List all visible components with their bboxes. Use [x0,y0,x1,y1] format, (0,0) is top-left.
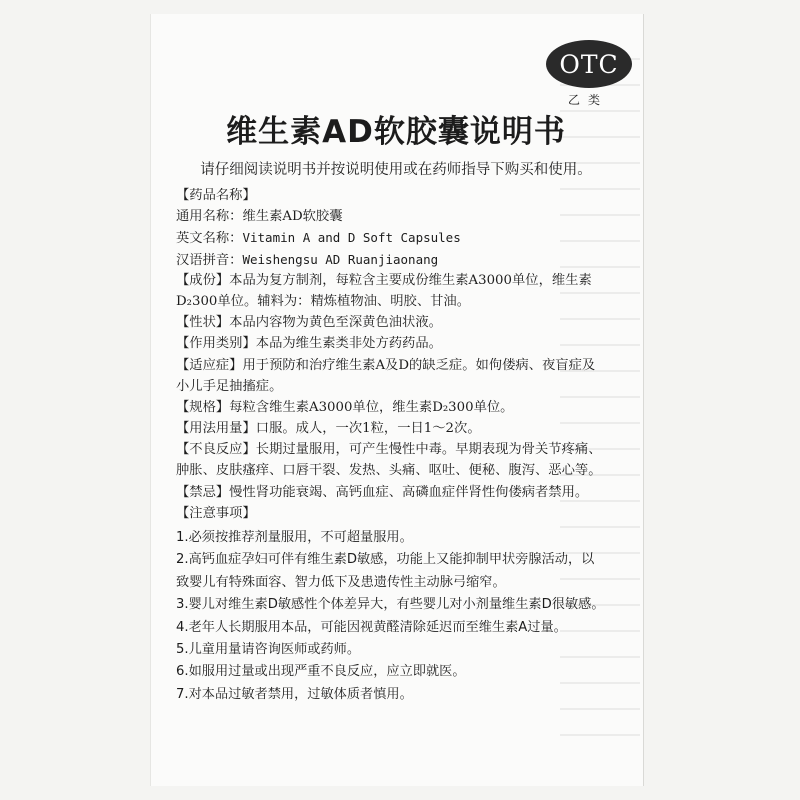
leaflet-body [176,185,636,706]
indications-line-2: 小儿手足抽搐症。 [176,378,283,394]
precaution-item: 2.高钙血症孕妇可伴有维生素D敏感，功能上又能抑制甲状旁腺活动，以 [176,552,595,568]
pinyin-name-value: Weishengsu AD Ruanjiaonang [242,251,439,267]
precautions-list [176,527,636,706]
precaution-item: 6.如服用过量或出现严重不良反应，应立即就医。 [176,664,466,680]
otc-label: OTC [559,49,619,79]
precaution-item: 致婴儿有特殊面容、智力低下及患遗传性主动脉弓缩窄。 [176,574,506,590]
section-heading-drug-name: 【药品名称】 [176,188,256,203]
drug-category-line: 【作用类别】本品为维生素类非处方药药品。 [176,336,442,352]
english-name-value: Vitamin A and D Soft Capsules [242,230,461,246]
english-name-line [176,227,636,248]
dosage-line: 【用法用量】口服。成人，一次1粒，一日1～2次。 [176,421,481,437]
precaution-item: 5.儿童用量请咨询医师或药师。 [176,641,361,657]
pinyin-name-line [176,249,636,270]
pinyin-name-label: 汉语拼音： [176,252,243,268]
ingredients-line-2: D₂300单位。辅料为：精炼植物油、明胶、甘油。 [176,293,471,309]
adverse-reactions-line-1: 【不良反应】长期过量服用，可产生慢性中毒。早期表现为骨关节疼痛、 [176,442,602,458]
specification-line: 【规格】每粒含维生素A3000单位，维生素D₂300单位。 [176,399,514,415]
document-title: 维生素AD软胶囊说明书 [226,114,566,150]
document-subtitle: 请仔细阅读说明书并按说明使用或在药师指导下购买和使用。 [200,162,592,178]
precaution-item: 4.老年人长期服用本品，可能因视黄醛清除延迟而至维生素A过量。 [176,619,567,635]
precaution-item: 1.必须按推荐剂量服用，不可超量服用。 [176,530,413,545]
otc-category: 乙类 [568,93,609,107]
adverse-reactions-line-2: 肿胀、皮肤瘙痒、口唇干裂、发热、头痛、呕吐、便秘、腹泻、恶心等。 [176,463,602,479]
generic-name-line: 通用名称：维生素AD软胶囊 [176,209,343,225]
precaution-item: 3.婴儿对维生素D敏感性个体差异大，有些婴儿对小剂量维生素D很敏感。 [176,597,605,613]
precaution-item: 7.对本品过敏者禁用，过敏体质者慎用。 [176,686,413,702]
contraindications-line: 【禁忌】慢性肾功能衰竭、高钙血症、高磷血症伴肾性佝偻病者禁用。 [176,484,589,500]
english-name-label: 英文名称： [176,231,243,247]
indications-line-1: 【适应症】用于预防和治疗维生素A及D的缺乏症。如佝偻病、夜盲症及 [176,357,596,373]
appearance-line: 【性状】本品内容物为黄色至深黄色油状液。 [176,315,442,331]
otc-badge [546,40,632,88]
ingredients-line-1: 【成份】本品为复方制剂，每粒含主要成份维生素A3000单位，维生素 [176,272,592,288]
section-heading-precautions: 【注意事项】 [176,505,256,521]
